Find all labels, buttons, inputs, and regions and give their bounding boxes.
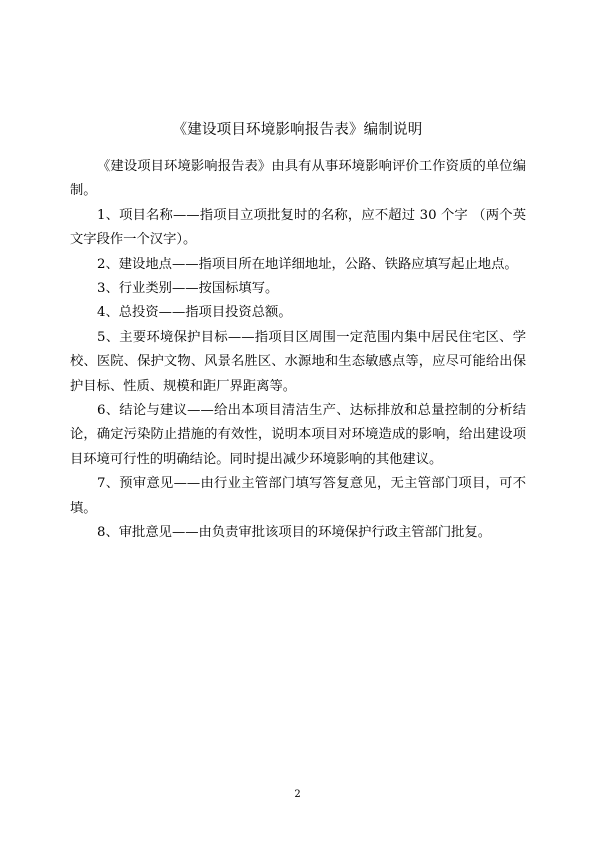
paragraph-intro: 《建设项目环境影响报告表》由具有从事环境影响评价工作资质的单位编制。 [70,159,526,199]
paragraph-protection-targets: 5、主要环境保护目标——指项目区周围一定范围内集中居民住宅区、学校、医院、保护文物、风景名胜区、水源地和生态敏感点等，应尽可能给出保护目标、性质、规模和距厂界距离等。 [70,329,526,394]
paragraph-total-investment: 4、总投资——指项目投资总额。 [97,305,292,321]
paragraph-pre-review: 7、预审意见——由行业主管部门填写答复意见，无主管部门项目，可不填。 [70,476,526,516]
paragraph-approval: 8、审批意见——由负责审批该项目的环境保护行政主管部门批复。 [97,525,492,541]
document-body [70,155,526,546]
document-title: 《建设项目环境影响报告表》编制说明 [172,122,423,138]
page-number: 2 [294,789,301,800]
paragraph-project-name: 1、项目名称——指项目立项批复时的名称，应不超过 30 个字 （两个英文字段作一个汉字）。 [70,207,526,248]
paragraph-construction-site: 2、建设地点——指项目所在地详细地址，公路、铁路应填写起止地点。 [97,256,518,272]
paragraph-industry-category: 3、行业类别——按国标填写。 [97,281,279,297]
paragraph-conclusions: 6、结论与建议——给出本项目清洁生产、达标排放和总量控制的分析结论，确定污染防止措施的有效性，说明本项目对环境造成的影响，给出建设项目环境可行性的明确结论。同时提出减少环境影响的其他建议。 [70,403,526,467]
